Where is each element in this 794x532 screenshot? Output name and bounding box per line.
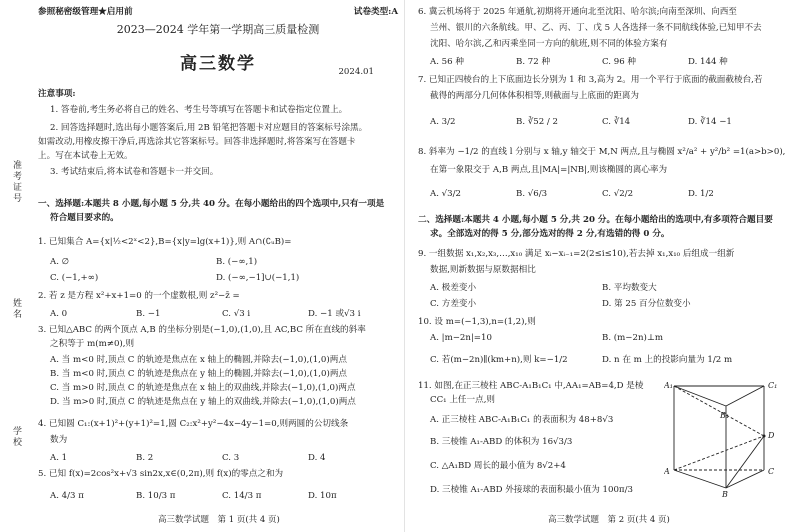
question-6: 6. 冀云机场将于 2025 年通航,初期将开通向北至沈阳、哈尔滨;向南至深圳、向西至	[418, 7, 737, 17]
q4-option-d: D. 4	[308, 453, 326, 463]
section-2-heading-cont: 求。全部选对的得 5 分,部分选对的得 2 分,有选错的得 0 分。	[430, 229, 670, 239]
label-d: D	[768, 431, 775, 440]
exam-title: 2023—2024 学年第一学期高三质量检测	[116, 23, 320, 36]
q2-option-c: C. √3 i	[222, 309, 251, 319]
q2-option-a: A. 0	[50, 309, 68, 319]
note-line: 上。写在本试卷上无效。	[38, 151, 133, 161]
notes-title: 注意事项:	[38, 89, 76, 99]
q1-option-a: A. ∅	[50, 257, 70, 267]
label-a: A	[664, 467, 670, 476]
q2-option-b: B. −1	[136, 309, 161, 319]
q4-option-b: B. 2	[136, 453, 154, 463]
section-2-heading: 二、选择题:本题共 4 小题,每小题 5 分,共 20 分。在每小题给出的选项中,有多项符合题目要	[418, 215, 773, 225]
label-a1: A₁	[664, 381, 673, 390]
q8-option-d: D. 1/2	[688, 189, 714, 199]
q4-option-a: A. 1	[50, 453, 68, 463]
question-3: 3. 已知△ABC 的两个顶点 A,B 的坐标分别是(−1,0),(1,0),且 AC,BC 所在直线的斜率	[38, 325, 366, 335]
question-2: 2. 若 z 是方程 x²+x+1=0 的一个虚数根,则 z²−z̄ =	[38, 291, 240, 301]
name-label: 姓名	[11, 298, 21, 320]
q6-option-b: B. 72 种	[516, 57, 551, 67]
school-label: 学校	[11, 426, 21, 448]
q3-option-d: D. 当 m>0 时,顶点 C 的轨迹是焦点在 y 轴上的双曲线,并除去(−1,0),(1,0)两点	[50, 397, 356, 407]
question-3-cont: 之积等于 m(m≠0),则	[50, 339, 135, 349]
q1-option-b: B. (−∞,1)	[216, 257, 258, 267]
q6-option-a: A. 56 种	[430, 57, 464, 67]
q8-option-c: C. √2/2	[602, 189, 634, 199]
q3-option-c: C. 当 m>0 时,顶点 C 的轨迹是焦点在 x 轴上的双曲线,并除去(−1,0),(1,0)两点	[50, 383, 356, 393]
question-9: 9. 一组数据 x₁,x₂,x₃,…,x₁₀ 满足 xᵢ−xᵢ₋₁=2(2≤i≤10),若去掉 x₁,x₁₀ 后组成一组新	[418, 249, 735, 259]
q9-option-a: A. 极差变小	[430, 283, 477, 293]
q11-option-c: C. △A₁BD 周长的最小值为 8√2+4	[430, 461, 566, 471]
q7-option-d: D. ∛14 −1	[688, 117, 732, 127]
question-11-cont: CC₁ 上任一点,则	[430, 395, 496, 405]
q5-option-c: C. 14/3 π	[222, 491, 262, 501]
note-line: 1. 答卷前,考生务必将自己的姓名、考生号等填写在答题卡和试卷指定位置上。	[50, 105, 348, 115]
q11-option-a: A. 正三棱柱 ABC-A₁B₁C₁ 的表面积为 48+8√3	[430, 415, 614, 425]
q3-option-a: A. 当 m<0 时,顶点 C 的轨迹是焦点在 x 轴上的椭圆,并除去(−1,0),(1,0)两点	[50, 355, 347, 365]
binding-margin	[4, 0, 30, 532]
paper-type: 试卷类型:A	[353, 7, 398, 17]
page-divider	[404, 0, 405, 532]
page-footer-2: 高三数学试题 第 2 页(共 4 页)	[548, 515, 670, 525]
note-line: 如需改动,用橡皮擦干净后,再选涂其它答案标号。回答非选择题时,将答案写在答题卡	[38, 137, 356, 147]
question-1: 1. 已知集合 A={x|½<2ˣ<2},B={x|y=lg(x+1)},则 A∩(∁ᵤB)=	[38, 237, 292, 247]
q1-option-d: D. (−∞,−1]∪(−1,1)	[216, 273, 300, 283]
q3-option-b: B. 当 m<0 时,顶点 C 的轨迹是焦点在 y 轴上的椭圆,并除去(−1,0),(1,0)两点	[50, 369, 348, 379]
q11-option-d: D. 三棱锥 A₁-ABD 外接球的表面积最小值为 100π/3	[430, 485, 633, 495]
question-4-cont: 数为	[50, 435, 68, 445]
question-8: 8. 斜率为 −1/2 的直线 l 分别与 x 轴,y 轴交于 M,N 两点,且与椭圆 x²/a² + y²/b² =1(a>b>0),	[418, 147, 786, 157]
q4-option-c: C. 3	[222, 453, 240, 463]
q7-option-b: B. ∛52 / 2	[516, 117, 559, 127]
q1-option-c: C. (−1,+∞)	[50, 273, 99, 283]
question-11: 11. 如图,在正三棱柱 ABC-A₁B₁C₁ 中,AA₁=AB=4,D 是棱	[418, 381, 644, 391]
secrecy-header: 参照秘密级管理★启用前	[38, 7, 133, 17]
exam-id-label: 准考证号	[11, 160, 21, 204]
note-line: 2. 回答选择题时,选出每小题答案后,用 2B 铅笔把答题卡对应题目的答案标号涂黑。	[50, 123, 368, 133]
q11-option-b: B. 三棱锥 A₁-ABD 的体积为 16√3/3	[430, 437, 573, 447]
exam-date: 2024.01	[338, 67, 374, 77]
q5-option-d: D. 10π	[308, 491, 337, 501]
section-1-heading: 一、选择题:本题共 8 小题,每小题 5 分,共 40 分。在每小题给出的四个选项中,只有一项是	[38, 199, 385, 209]
label-b1: B₁	[720, 411, 730, 420]
prism-diagram	[664, 378, 784, 498]
page-footer-1: 高三数学试题 第 1 页(共 4 页)	[158, 515, 280, 525]
q5-option-a: A. 4/3 π	[50, 491, 84, 501]
subject-title: 高三数学	[180, 54, 256, 74]
q5-option-b: B. 10/3 π	[136, 491, 176, 501]
left-page	[38, 0, 398, 532]
q8-option-a: A. √3/2	[430, 189, 461, 199]
question-7-cont: 截得的两部分几何体体积相等,则截面与上底面的距离为	[430, 91, 639, 101]
q10-option-c: C. 若(m−2n)∥(km+n),则 k=−1/2	[430, 355, 568, 365]
question-10: 10. 设 m=(−1,3),n=(1,2),则	[418, 317, 536, 327]
note-line: 3. 考试结束后,将本试卷和答题卡一并交回。	[50, 167, 219, 177]
q9-option-d: D. 第 25 百分位数变小	[602, 299, 691, 309]
label-c1: C₁	[768, 381, 778, 390]
q10-option-b: B. (m−2n)⊥m	[602, 333, 664, 343]
q8-option-b: B. √6/3	[516, 189, 548, 199]
question-4: 4. 已知圆 C₁:(x+1)²+(y+1)²=1,圆 C₂:x²+y²−4x−4y−1=0,则两圆的公切线条	[38, 419, 349, 429]
question-6-cont: 兰州、银川的六条航线。甲、乙、丙、丁、戊 5 人各选择一条不同航线体验,已知甲不去	[430, 23, 762, 33]
q10-option-d: D. n 在 m 上的投影向量为 1/2 m	[602, 355, 733, 365]
question-6-cont: 沈阳、哈尔滨,乙和丙乘坐同一方向的航班,则不同的体验方案有	[430, 39, 668, 49]
prism-figure	[664, 378, 784, 498]
q2-option-d: D. −1 或√3 i	[308, 309, 361, 319]
section-1-heading-cont: 符合题目要求的。	[50, 213, 119, 223]
q10-option-a: A. |m−2n|=10	[430, 333, 492, 343]
q6-option-c: C. 96 种	[602, 57, 636, 67]
right-page	[418, 0, 786, 532]
q7-option-a: A. 3/2	[430, 117, 456, 127]
label-c: C	[768, 467, 775, 476]
q7-option-c: C. ∛14	[602, 117, 631, 127]
question-7: 7. 已知正四棱台的上下底面边长分别为 1 和 3,高为 2。用一个平行于底面的截面截棱台,若	[418, 75, 763, 85]
question-5: 5. 已知 f(x)=2cos²x+√3 sin2x,x∈(0,2π),则 f(x)的零点之和为	[38, 469, 284, 479]
question-9-cont: 数据,则新数据与原数据相比	[430, 265, 536, 275]
q9-option-c: C. 方差变小	[430, 299, 477, 309]
q6-option-d: D. 144 种	[688, 57, 728, 67]
q9-option-b: B. 平均数变大	[602, 283, 657, 293]
label-b: B	[722, 490, 728, 498]
question-8-cont: 在第一象限交于 A,B 两点,且|MA|=|NB|,则该椭圆的离心率为	[430, 165, 668, 175]
